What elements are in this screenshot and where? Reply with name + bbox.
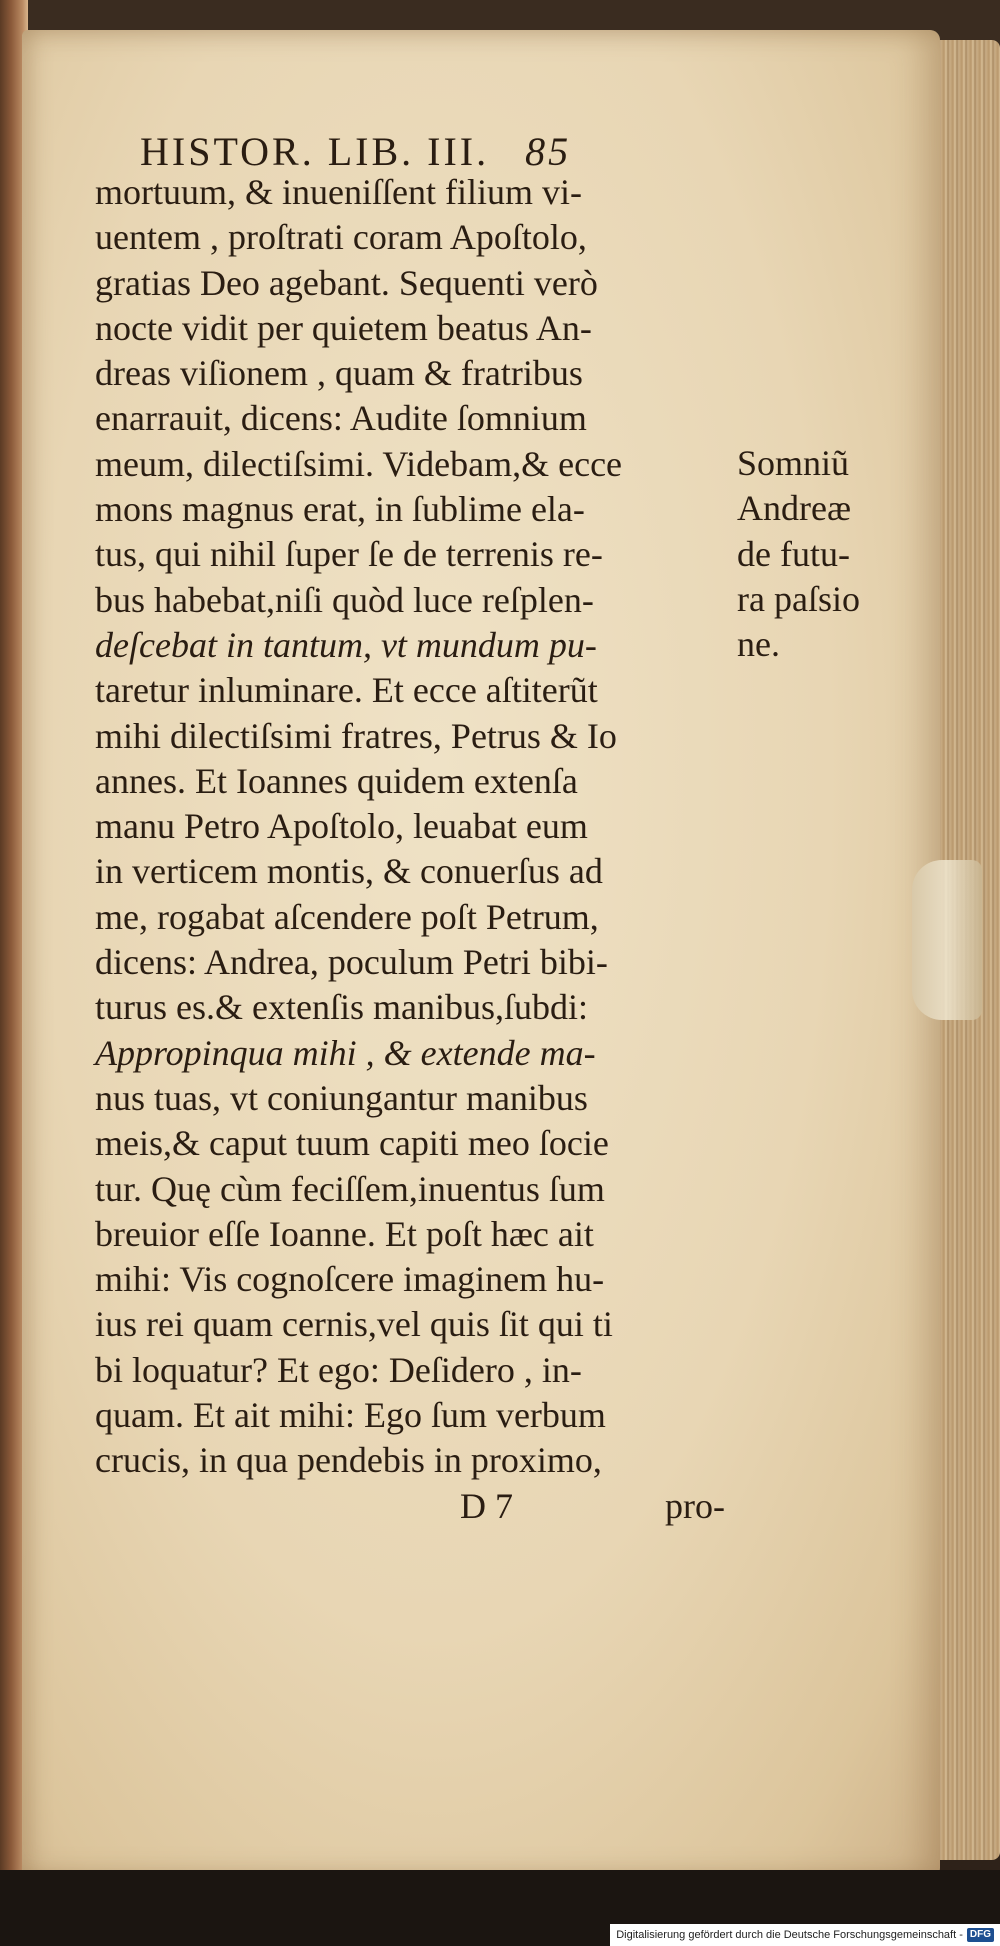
- text-line: enarrauit, dicens: Audite ſomnium: [95, 398, 587, 439]
- text-line: annes. Et Ioannes quidem extenſa: [95, 760, 578, 801]
- page-number: 85: [525, 129, 572, 174]
- text-line: bi loquatur? Et ego: Deſidero , in-: [95, 1349, 582, 1390]
- catchword: pro-: [665, 1486, 725, 1526]
- text-line: ius rei quam cernis,vel quis ſit qui ti: [95, 1304, 613, 1345]
- text-line: crucis, in qua pendebis in proximo,: [95, 1440, 602, 1481]
- digitization-credit: [610, 1924, 1000, 1946]
- text-line: turus es.& extenſis manibus,ſubdi:: [95, 987, 588, 1028]
- running-head-title: HISTOR. LIB. III.: [140, 129, 490, 174]
- text-line: gratias Deo agebant. Sequenti verò: [95, 262, 598, 303]
- text-line: mortuum, & inueniſſent filium vi-: [95, 172, 582, 212]
- text-line: breuior eſſe Ioanne. Et poſt hæc ait: [95, 1213, 594, 1254]
- text-line: bus habebat,niſi quòd luce reſplen-: [95, 579, 594, 620]
- text-line: taretur inluminare. Et ecce aſtiterũt: [95, 670, 598, 711]
- text-line: manu Petro Apoſtolo, leuabat eum: [95, 806, 588, 847]
- credit-text: Digitalisierung gefördert durch die Deutsche Forschungsgemeinschaft -: [616, 1929, 963, 1941]
- text-line: me, rogabat aſcendere poſt Petrum,: [95, 896, 599, 937]
- margin-note-line: de futu-: [737, 533, 850, 574]
- running-head: [140, 128, 571, 175]
- text-line: uentem , proſtrati coram Apoſtolo,: [95, 217, 587, 258]
- text-line: dreas viſionem , quam & fratribus: [95, 353, 583, 394]
- text-line: meis,& caput tuum capiti meo ſocie: [95, 1123, 609, 1164]
- page-marker-tab: [912, 860, 982, 1020]
- text-line: tus, qui nihil ſuper ſe de terrenis re-: [95, 534, 603, 575]
- text-line: Appropinqua mihi , & extende ma-: [95, 1032, 596, 1073]
- signature-mark: D 7: [460, 1486, 513, 1526]
- text-line: quam. Et ait mihi: Ego ſum verbum: [95, 1395, 606, 1436]
- body-text: [95, 170, 815, 1484]
- text-line: mihi: Vis cognoſcere imaginem hu-: [95, 1259, 605, 1300]
- text-line: tur. Quę cùm feciſſem,inuentus ſum: [95, 1168, 605, 1209]
- margin-note-line: Somniũ: [737, 443, 850, 483]
- text-line: in verticem montis, & conuerſus ad: [95, 851, 603, 892]
- text-line: dicens: Andrea, poculum Petri bibi-: [95, 942, 608, 983]
- text-line: deſcebat in tantum, vt mundum pu-: [95, 624, 597, 665]
- margin-note-line: Andreæ: [737, 488, 851, 529]
- margin-note-line: ne.: [737, 624, 780, 665]
- text-line: meum, dilectiſsimi. Videbam,& ecce: [95, 443, 623, 484]
- margin-note-line: ra paſsio: [737, 578, 860, 619]
- text-line: mihi dilectiſsimi fratres, Petrus & Io: [95, 715, 617, 756]
- text-line: mons magnus erat, in ſublime ela-: [95, 489, 585, 530]
- text-line: nocte vidit per quietem beatus An-: [95, 307, 592, 348]
- dfg-logo: DFG: [967, 1928, 994, 1942]
- text-line: nus tuas, vt coniungantur manibus: [95, 1077, 588, 1118]
- margin-note: [737, 441, 860, 667]
